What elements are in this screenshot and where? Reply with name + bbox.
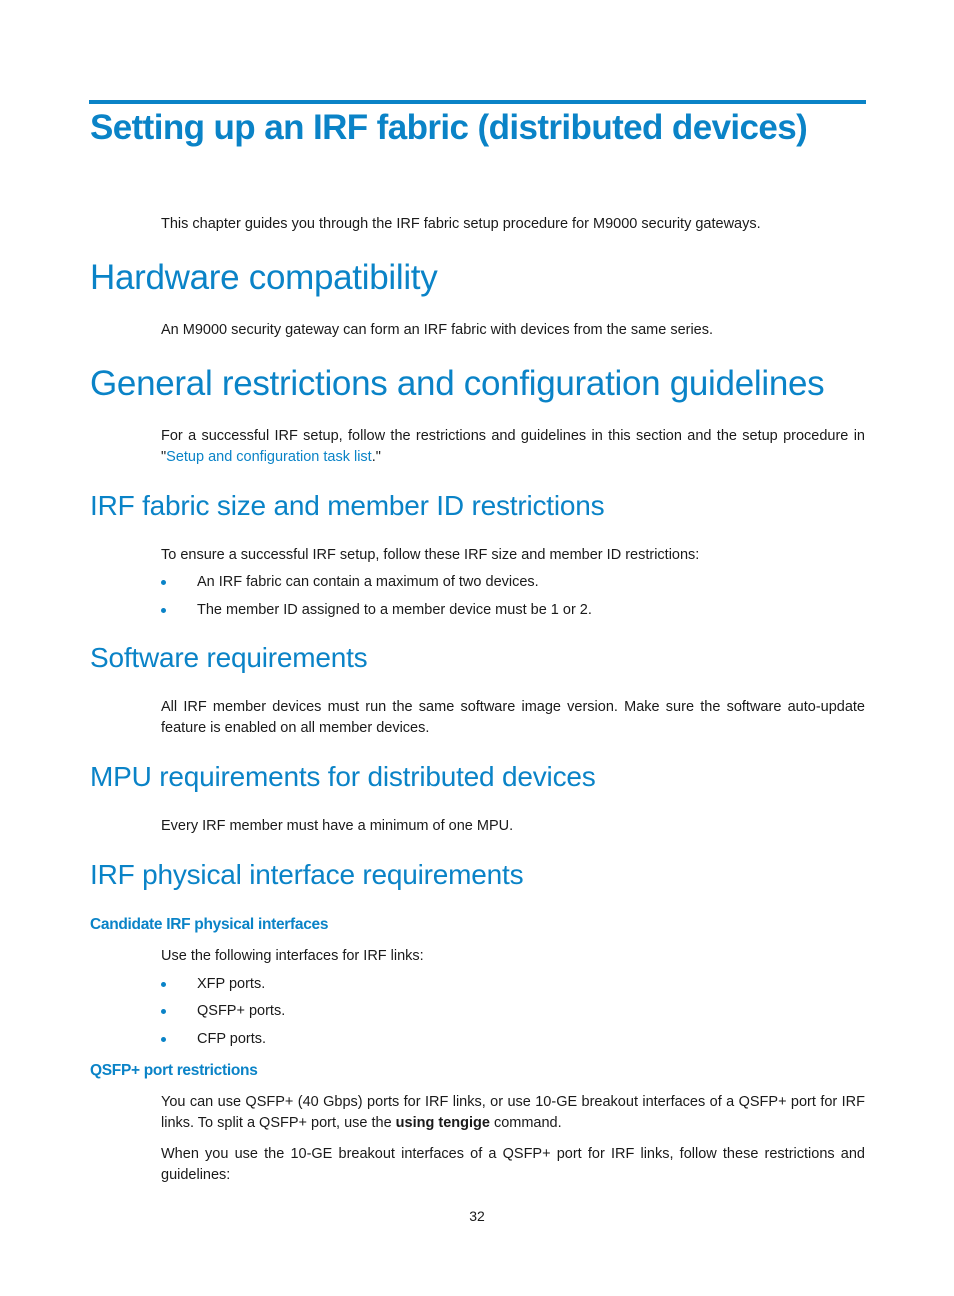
- fabric-size-paragraph: To ensure a successful IRF setup, follow these IRF size and member ID restrictions:: [161, 547, 700, 563]
- general-paragraph: [161, 426, 865, 468]
- general-text-before: For a successful IRF setup, follow the restrictions and guidelines in this section and the setup procedure in ": [161, 428, 865, 465]
- bullet-icon: [161, 982, 166, 987]
- bullet-icon: [161, 580, 166, 585]
- physical-heading: IRF physical interface requirements: [90, 859, 524, 890]
- mpu-heading: MPU requirements for distributed devices: [90, 761, 596, 792]
- general-text-after: .": [371, 449, 381, 465]
- fabric-size-heading: IRF fabric size and member ID restrictions: [90, 490, 605, 521]
- mpu-paragraph: Every IRF member must have a minimum of one MPU.: [161, 818, 514, 834]
- chapter-title: Setting up an IRF fabric (distributed devices): [90, 108, 808, 147]
- title-rule: [89, 100, 866, 104]
- bullet-icon: [161, 608, 166, 613]
- bullet-icon: [161, 1037, 166, 1042]
- command-keyword: using tengige: [395, 1115, 490, 1131]
- software-heading: Software requirements: [90, 642, 368, 673]
- general-heading: General restrictions and configuration guidelines: [90, 364, 825, 403]
- software-paragraph: All IRF member devices must run the same software image version. Make sure the software auto-update feature is enabled on all member devices.: [161, 699, 865, 736]
- candidate-heading: Candidate IRF physical interfaces: [90, 916, 329, 933]
- page-number: 32: [469, 1208, 485, 1224]
- qsfp-paragraph-1: You can use QSFP+ (40 Gbps) ports for IRF links, or use 10-GE breakout interfaces of a QSFP+ port for IRF links. To split a QSFP+ port, use the using tengige command.: [161, 1094, 865, 1131]
- setup-task-list-link[interactable]: Setup and configuration task list: [166, 449, 372, 465]
- qsfp-heading: QSFP+ port restrictions: [90, 1062, 258, 1079]
- qsfp-paragraph-2: When you use the 10-GE breakout interfaces of a QSFP+ port for IRF links, follow these restrictions and guidelines:: [161, 1146, 865, 1183]
- hardware-paragraph: An M9000 security gateway can form an IRF fabric with devices from the same series.: [161, 322, 714, 338]
- candidate-paragraph: Use the following interfaces for IRF links:: [161, 948, 424, 964]
- hardware-heading: Hardware compatibility: [90, 258, 438, 297]
- intro-paragraph: This chapter guides you through the IRF fabric setup procedure for M9000 security gateways.: [161, 216, 761, 232]
- bullet-icon: [161, 1009, 166, 1014]
